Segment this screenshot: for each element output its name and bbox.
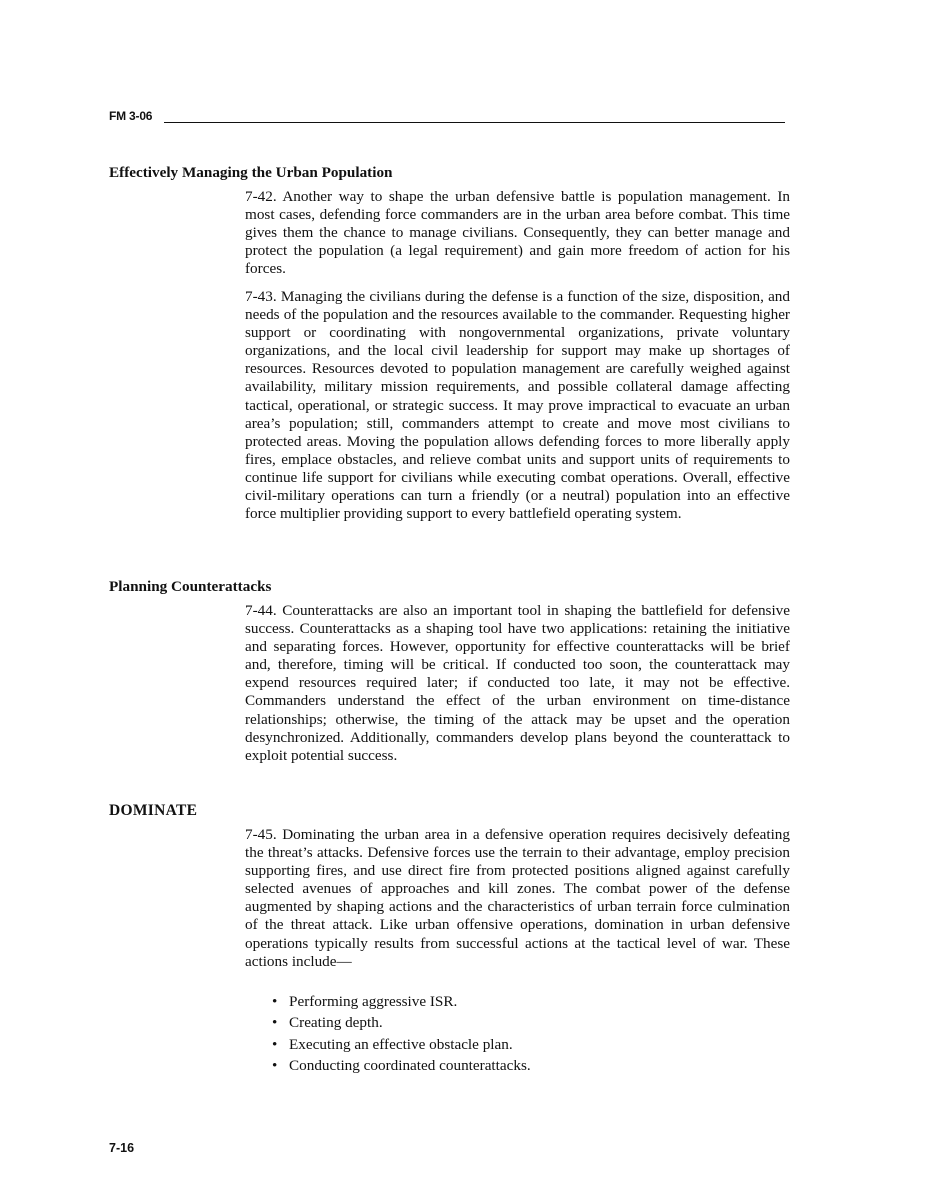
bullet-icon: •	[272, 993, 278, 1010]
dominate-actions-list	[245, 993, 531, 1078]
list-item	[245, 1014, 531, 1035]
running-header	[109, 108, 785, 126]
manual-number: FM 3-06	[109, 109, 153, 123]
heading-dominate: DOMINATE	[109, 802, 198, 819]
paragraph-7-44: 7-44. Counterattacks are also an important tool in shaping the battlefield for defensive success. Counterattacks as a shaping tool have two applications: retaining the initiative and separating forces. However, opportunity for effective counterattacks will be brief and, therefore, timing will be critical. If conducted too soon, the counterattack may expend resources required later; if conducted too late, it may not be effective. Commanders understand the effect of the urban environment on time-distance relationships; otherwise, the timing of the attack may be upset and the operation desynchronized. Additionally, commanders develop plans beyond the counterattack to exploit potential success.	[245, 602, 790, 764]
header-rule	[164, 122, 785, 123]
list-item	[245, 1036, 531, 1057]
list-item-text: Conducting coordinated counterattacks.	[289, 1056, 531, 1074]
list-item	[245, 993, 531, 1014]
list-item-text: Creating depth.	[289, 1014, 383, 1032]
heading-managing-population: Effectively Managing the Urban Population	[109, 164, 393, 181]
list-item-text: Executing an effective obstacle plan.	[289, 1035, 513, 1053]
paragraph-7-42: 7-42. Another way to shape the urban defensive battle is population management. In most cases, defending force commanders are in the urban area before combat. This time gives them the chance to manage civilians. Consequently, they can better manage and protect the population (a legal requirement) and gain more freedom of action for his forces.	[245, 188, 790, 278]
page-number: 7-16	[109, 1141, 135, 1155]
bullet-icon: •	[272, 1014, 278, 1032]
list-item	[245, 1057, 531, 1078]
bullet-icon: •	[272, 1056, 278, 1074]
paragraph-7-43: 7-43. Managing the civilians during the defense is a function of the size, disposition, and needs of the population and the resources available to the commander. Requesting higher support or coordinating with nongovernmental organizations, private voluntary organizations, and the local civil leadership for support may make up shortages of resources. Resources devoted to population management are carefully weighed against availability, military mission requirements, and possible collateral damage affecting tactical, operational, or strategic success. It may prove impractical to evacuate an urban area’s population; still, commanders attempt to create and move most civilians to protected areas. Moving the population allows defending forces to more liberally apply fires, emplace obstacles, and relieve combat units and support units of requirements to continue life support for civilians while executing combat operations. Overall, effective civil-military operations can turn a friendly (or a neutral) population into an effective force multiplier providing support to every battlefield operating system.	[245, 288, 790, 523]
list-item-text: Performing aggressive ISR.	[289, 993, 458, 1010]
heading-planning-counterattacks: Planning Counterattacks	[109, 578, 272, 595]
bullet-icon: •	[272, 1035, 278, 1053]
paragraph-7-45: 7-45. Dominating the urban area in a defensive operation requires decisively defeating the threat’s attacks. Defensive forces use the terrain to their advantage, employ precision supporting fires, and use direct fire from protected positions aligned against carefully selected avenues of approaches and kill zones. The combat power of the defense augmented by shaping actions and the characteristics of urban terrain force culmination of the threat attack. Like urban offensive operations, domination in urban defensive operations typically results from successful actions at the tactical level of war. These actions include—	[245, 826, 790, 970]
